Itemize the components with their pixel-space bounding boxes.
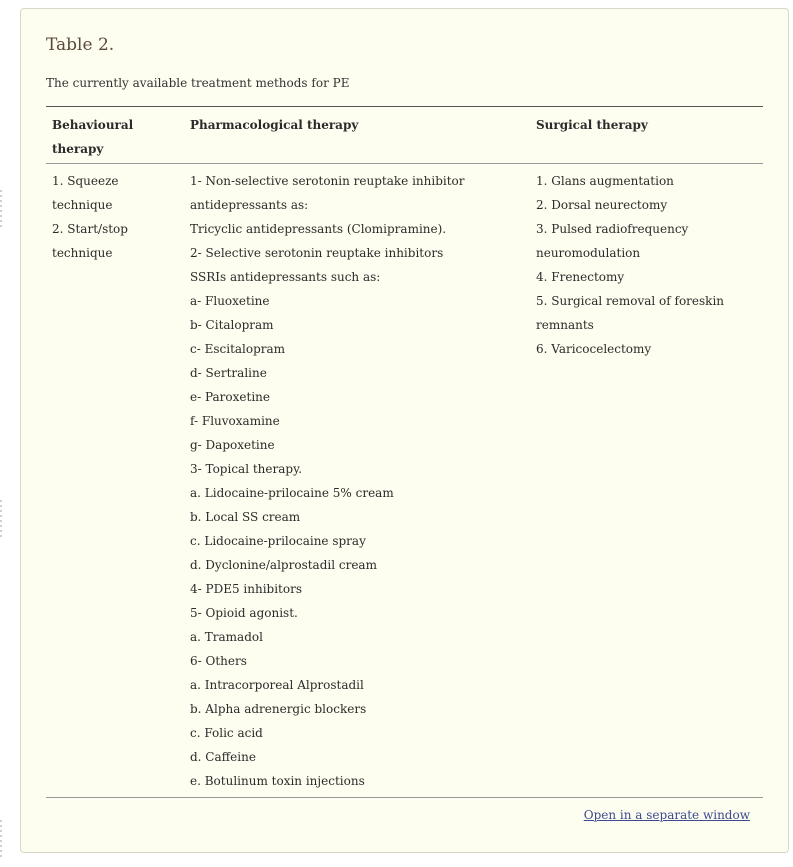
pharmacological-line: SSRIs antidepressants such as: bbox=[190, 270, 381, 284]
left-edge-markers bbox=[0, 0, 2, 867]
pharmacological-line: d- Sertraline bbox=[190, 366, 267, 380]
pharmacological-line: Tricyclic antidepressants (Clomipramine). bbox=[190, 222, 447, 236]
pharmacological-line: 1- Non-selective serotonin reuptake inhibitor bbox=[190, 174, 465, 188]
surgical-line: 5. Surgical removal of foreskin bbox=[536, 294, 725, 308]
table-row bbox=[46, 164, 763, 798]
open-separate-window-link[interactable]: Open in a separate window bbox=[583, 808, 750, 822]
header-behavioural-line1: Behavioural bbox=[52, 118, 134, 132]
behavioural-line: technique bbox=[52, 198, 113, 212]
pharmacological-line: 2- Selective serotonin reuptake inhibitors bbox=[190, 246, 444, 260]
pharmacological-line: b. Local SS cream bbox=[190, 510, 301, 524]
pharmacological-line: g- Dapoxetine bbox=[190, 438, 275, 452]
pharmacological-line: 6- Others bbox=[190, 654, 247, 668]
surgical-line: 4. Frenectomy bbox=[536, 270, 625, 284]
pharmacological-line: 4- PDE5 inhibitors bbox=[190, 582, 303, 596]
table-title: Table 2. bbox=[46, 35, 115, 55]
pharmacological-line: e- Paroxetine bbox=[190, 390, 270, 404]
header-pharmacological: Pharmacological therapy bbox=[190, 118, 359, 132]
surgical-cell bbox=[530, 164, 763, 798]
pharmacological-line: 5- Opioid agonist. bbox=[190, 606, 298, 620]
pharmacological-line: a. Tramadol bbox=[190, 630, 263, 644]
pharmacological-line: e. Botulinum toxin injections bbox=[190, 774, 365, 788]
pharmacological-line: c- Escitalopram bbox=[190, 342, 286, 356]
pharmacological-line: a- Fluoxetine bbox=[190, 294, 270, 308]
header-surgical: Surgical therapy bbox=[536, 118, 648, 132]
pharmacological-line: d. Caffeine bbox=[190, 750, 256, 764]
treatment-table bbox=[46, 106, 763, 798]
behavioural-line: 2. Start/stop bbox=[52, 222, 128, 236]
surgical-line: remnants bbox=[536, 318, 594, 332]
pharmacological-line: b. Alpha adrenergic blockers bbox=[190, 702, 367, 716]
pharmacological-line: antidepressants as: bbox=[190, 198, 309, 212]
surgical-line: 6. Varicocelectomy bbox=[536, 342, 652, 356]
surgical-line: 2. Dorsal neurectomy bbox=[536, 198, 668, 212]
header-behavioural bbox=[46, 107, 184, 164]
surgical-line: 1. Glans augmentation bbox=[536, 174, 674, 188]
surgical-line: 3. Pulsed radiofrequency bbox=[536, 222, 689, 236]
behavioural-line: technique bbox=[52, 246, 113, 260]
table-caption: The currently available treatment methods for PE bbox=[46, 76, 350, 90]
table-header-row bbox=[46, 107, 763, 164]
pharmacological-line: 3- Topical therapy. bbox=[190, 462, 303, 476]
behavioural-cell bbox=[46, 164, 184, 798]
pharmacological-line: c. Lidocaine-prilocaine spray bbox=[190, 534, 366, 548]
pharmacological-line: b- Citalopram bbox=[190, 318, 274, 332]
table-panel bbox=[20, 8, 789, 853]
pharmacological-line: f- Fluvoxamine bbox=[190, 414, 280, 428]
behavioural-line: 1. Squeeze bbox=[52, 174, 119, 188]
pharmacological-line: a. Lidocaine-prilocaine 5% cream bbox=[190, 486, 394, 500]
pharmacological-line: a. Intracorporeal Alprostadil bbox=[190, 678, 364, 692]
pharmacological-line: d. Dyclonine/alprostadil cream bbox=[190, 558, 377, 572]
pharmacological-line: c. Folic acid bbox=[190, 726, 263, 740]
pharmacological-cell bbox=[184, 164, 530, 798]
surgical-line: neuromodulation bbox=[536, 246, 641, 260]
header-behavioural-line2: therapy bbox=[52, 142, 104, 156]
